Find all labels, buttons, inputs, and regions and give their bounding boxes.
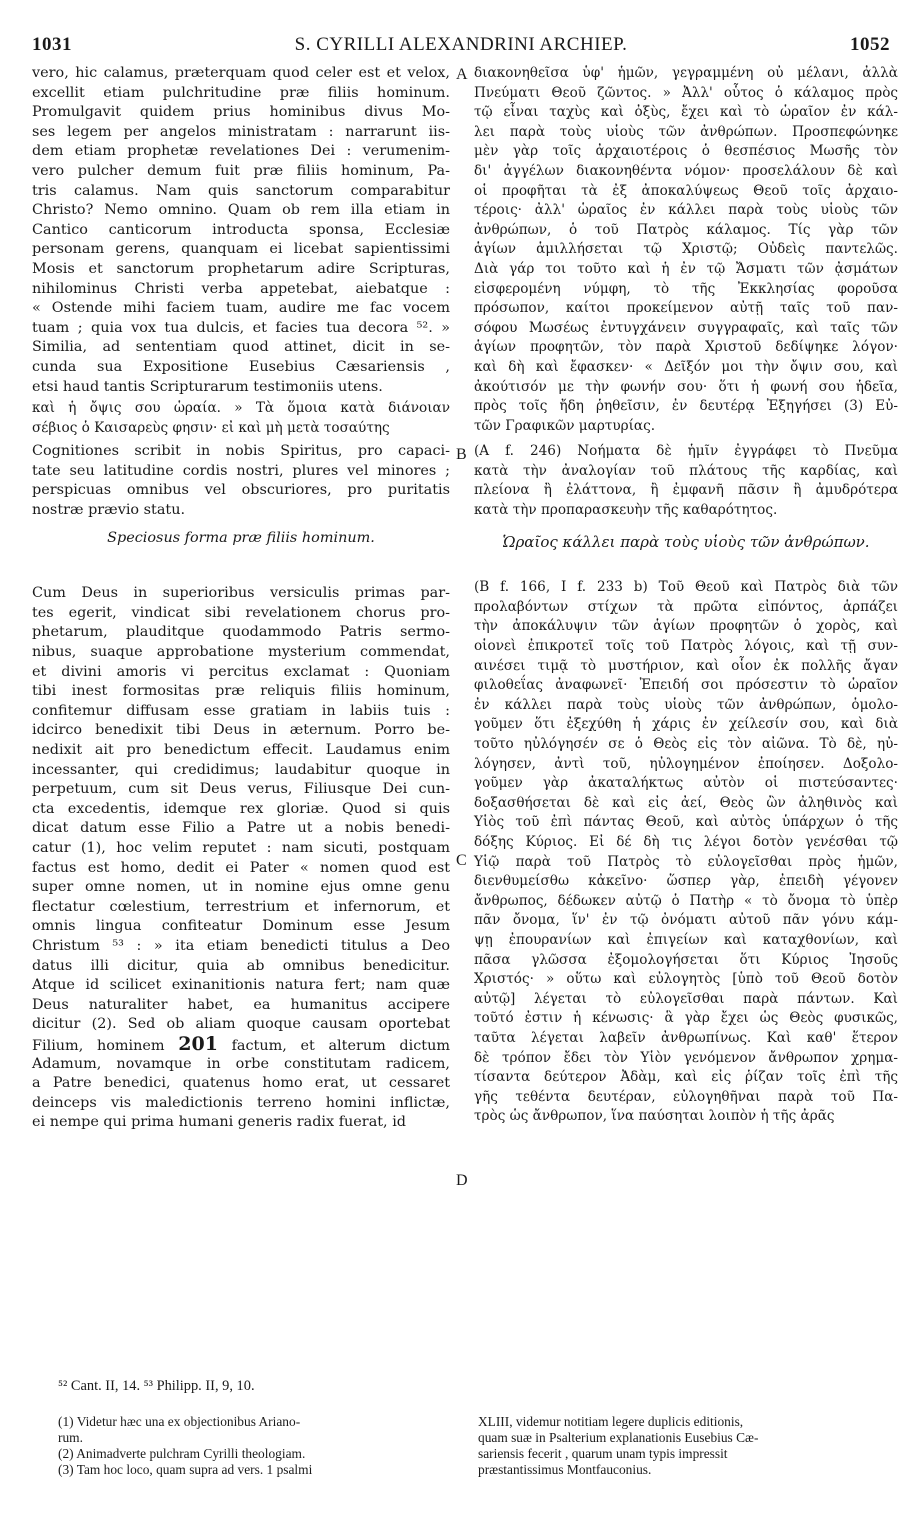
text-line: δὲ τρόπον ἔδει τὸν Υἱὸν γενόμενον ἄνθρωπον χρημα- bbox=[474, 1049, 898, 1066]
text-line: nostræ prævio statu. bbox=[32, 502, 186, 519]
text-line: ἐν κάλλει παρὰ τοὺς υἱοὺς τῶν ἀνθρώπων, ὁμολο- bbox=[474, 696, 898, 713]
text-line: nibus, suaque approbatione mysterium commendat, bbox=[32, 644, 450, 661]
latin-heading: Speciosus forma præ filiis hominum. bbox=[107, 529, 375, 546]
text-line: a Patre benedici, quatenus homo erat, ut cessaret bbox=[32, 1075, 450, 1092]
text-line: ψῃ ἐπουρανίων καὶ ἐπιγείων καὶ καταχθονίων, καὶ bbox=[474, 931, 898, 948]
text-line: δι' ἀγγέλων διακονηθέντα νόμον· προσελάλουν δὲ καὶ bbox=[474, 162, 898, 179]
text-line: τῷ εἶναι ταχὺς καὶ ὀξὺς, ἔχει καὶ τὸ ὡραῖον ἐν κάλ- bbox=[474, 104, 898, 121]
text-line: τοῦτό ἐστιν ἡ κένωσις· ἃ γὰρ ἔχει ὡς Θεὸς φυσικῶς, bbox=[474, 1010, 898, 1027]
text-line: idcirco benedixit tibi Deus in æternum. Porro be- bbox=[32, 722, 450, 739]
text-line: ἀκούτισόν με τὴν φωνήν σου· ὅτι ἡ φωνή σου ἡδεῖα, bbox=[474, 378, 898, 395]
text-line: πᾶν ὄνομα, ἵν' ἐν τῷ ὀνόματι αὐτοῦ πᾶν γόνυ κάμ- bbox=[474, 912, 898, 929]
text-line: Υἱῷ παρὰ τοῦ Πατρὸς τὸ εὐλογεῖσθαι πρὸς ἡμῶν, bbox=[474, 853, 898, 870]
text-line: nihilominus Christi verba appetebat, aiebatque : bbox=[32, 280, 450, 297]
text-line: λει παρὰ τοὺς υἱοὺς τῶν ἀνθρώπων. Προσπεφώνηκε bbox=[474, 123, 898, 140]
text-line: ἁγίων ἁμιλλήσεται τῷ Χριστῷ; Οὐδεὶς παντελῶς. bbox=[474, 241, 898, 258]
greek-continuation bbox=[32, 399, 450, 438]
text-line: dicat datum esse Filio a Patre ut a nobis benedi- bbox=[32, 820, 450, 837]
text-line: cunda sua Expositione Eusebius Cæsariensis , bbox=[32, 358, 450, 375]
text-line: σόφου Μωσέως ἐντυγχάνειν συγγραφαῖς, καὶ ταῖς τῶν bbox=[474, 319, 898, 336]
running-header bbox=[32, 34, 890, 60]
text-line: XLIII, videmur notitiam legere duplicis editionis, bbox=[478, 1414, 744, 1429]
text-line: tibi inest formositas præ reliquis filiis hominum, bbox=[32, 683, 450, 700]
footnotes-right bbox=[478, 1414, 898, 1478]
page-number-right: 1052 bbox=[850, 34, 890, 55]
text-line: excellit etiam pulchritudine præ filiis hominum. bbox=[32, 84, 450, 101]
text-line: Διὰ γάρ τοι τοῦτο καὶ ἡ ἐν τῷ Ἄσματι τῶν ᾀσμάτων bbox=[474, 260, 898, 277]
text-line: Cognitiones scribit in nobis Spiritus, pro capaci- bbox=[32, 443, 450, 460]
text-line: Cantico canticorum introducta sponsa, Ecclesiæ bbox=[32, 221, 450, 238]
footnotes-left bbox=[58, 1414, 458, 1478]
latin-paragraph-1 bbox=[32, 64, 450, 397]
text-line: deinceps vis maledictionis terreno homini inflictæ, bbox=[32, 1094, 450, 1111]
text-line: Υἱὸς τοῦ ἐπὶ πάντας Θεοῦ, καὶ αὐτὸς ὑπάρχων ὁ τῆς bbox=[474, 814, 898, 831]
text-line: vero, hic calamus, præterquam quod celer est et velox, bbox=[32, 65, 450, 81]
greek-paragraph-3 bbox=[474, 578, 898, 1127]
text-line: datus illi dicitur, quia ab omnibus benedicitur. bbox=[32, 957, 450, 974]
text-line: Atque id scilicet exinanitionis natura fert; nam quæ bbox=[32, 977, 450, 994]
text-line: (2) Animadverte pulchram Cyrilli theologiam. bbox=[58, 1446, 306, 1461]
text-line: rum. bbox=[58, 1430, 83, 1445]
greek-paragraph-2 bbox=[474, 442, 898, 520]
page-number-left: 1031 bbox=[32, 34, 72, 55]
text-line: « Ostende mihi faciem tuam, audire me fac vocem bbox=[32, 300, 450, 317]
running-title: S. CYRILLI ALEXANDRINI ARCHIEP. bbox=[294, 34, 628, 55]
text-line: tate seu latitudine cordis nostri, plures vel minores ; bbox=[32, 462, 450, 479]
scripture-references: ⁵² Cant. II, 14. ⁵³ Philipp. II, 9, 10. bbox=[58, 1378, 255, 1394]
text-line: γοῦμεν ὅτι ἐξεχύθη ἡ χάρις ἐν χείλεσίν σου, καὶ διὰ bbox=[474, 716, 898, 733]
text-line: flectatur cœlestium, terrestrium et infernorum, et bbox=[32, 898, 450, 915]
text-line: factus est homo, dedit ei Pater « nomen quod est bbox=[32, 859, 450, 876]
text-line: τρὸς ὡς ἄνθρωπον, ἵνα παύσηται λοιπὸν ἡ τῆς ἀρᾶς bbox=[474, 1108, 835, 1125]
text-line: πρόσωπον, καίτοι προκείμενον αὐτῇ ταῖς τοῦ παν- bbox=[474, 300, 898, 317]
text-line: Χριστός· » οὕτω καὶ εὐλογητὸς [ὑπὸ τοῦ Θεοῦ δοτὸν bbox=[474, 971, 898, 988]
text-line: καὶ ἡ ὄψις σου ὡραία. » Τὰ ὅμοια κατὰ διάνοιαν bbox=[32, 400, 450, 417]
text-line: incessanter, qui credidimus; laudabitur quoque in bbox=[32, 761, 450, 778]
latin-paragraph-3 bbox=[32, 584, 450, 1133]
text-line: εἰσφερομένη νύμφη, τὸ τῆς Ἐκκλησίας φοροῦσα bbox=[474, 280, 898, 297]
text-line: διακονηθεῖσα ὑφ' ἡμῶν, γεγραμμένη οὐ μέλανι, ἀλλὰ bbox=[474, 65, 898, 81]
text-line: (A f. 246) Νοήματα δὲ ἡμῖν ἐγγράφει τὸ Πνεῦμα bbox=[474, 443, 898, 460]
text-line: αινέσει τιμᾷ τὸ μυστήριον, καὶ οἷον ἐκ πολλῆς ἄγαν bbox=[474, 657, 898, 674]
text-line: διενθυμείσθω κἀκεῖνο· ὥσπερ γὰρ, ἐπειδὴ γέγονεν bbox=[474, 873, 898, 890]
text-line: τοῦτο ηὐλόγησέν σε ὁ Θεὸς εἰς τὸν αἰῶνα. Τὸ δὲ, ηὐ- bbox=[474, 736, 898, 752]
text-line: dicitur (2). Sed ob aliam quoque causam oportebat bbox=[32, 1016, 450, 1033]
text-line: γῆς τεθέντα δευτέραν, εὐλογηθῆναι παρὰ τοῦ Πα- bbox=[474, 1088, 898, 1105]
text-line: δοξασθήσεται δὲ καὶ εἰς ἀεί, Θεὸς ὢν ἀληθινὸς καὶ bbox=[474, 794, 898, 811]
text-line: τίσαντα δεύτερον Ἀδὰμ, καὶ εἰς ῥίζαν τοῖς ἐπὶ τῆς bbox=[474, 1069, 898, 1086]
text-line: perpetuum, cum sit Deus verus, Filiusque Dei cun- bbox=[32, 781, 450, 798]
text-line: Deus naturaliter habet, ea humanitus accipere bbox=[32, 996, 450, 1013]
margin-letter-c: C bbox=[456, 852, 467, 869]
column-marker: 201 bbox=[178, 1032, 218, 1055]
text-line: ταῦτα λέγεται λαβεῖν ἀνθρωπίνως. Καὶ καθ' ἕτερον bbox=[474, 1029, 898, 1046]
margin-letter-a: A bbox=[456, 66, 468, 83]
text-line: (1) Videtur hæc una ex objectionibus Ariano- bbox=[58, 1414, 301, 1429]
text-line: Christum ⁵³ : » ita etiam benedicti titulus a Deo bbox=[32, 937, 450, 954]
text-line: πᾶσα γλῶσσα ἐξομολογήσεται ὅτι Κύριος Ἰησοῦς bbox=[474, 951, 898, 968]
text-line: phetarum, plauditque quodammodo Patris sermo- bbox=[32, 624, 450, 641]
text-line: catur (1), hoc velim reputet : nam sicuti, postquam bbox=[32, 839, 450, 856]
margin-letter-b: B bbox=[456, 446, 467, 463]
text-line: οἱονεὶ ἐπικροτεῖ τοῖς τοῦ Πατρὸς λόγοις, καὶ τῇ συν- bbox=[474, 638, 898, 655]
text-line: sariensis fecerit , quarum unam typis impressit bbox=[478, 1446, 728, 1461]
text-line: τῶν Γραφικῶν μαρτυρίας. bbox=[474, 417, 656, 434]
text-line: καὶ δὴ καὶ ἔφασκεν· « Δεῖξόν μοι τὴν ὄψιν σου, καὶ bbox=[474, 358, 898, 375]
text-line: οἱ προφῆται τὰ ἐξ ἀποκαλύψεως Θεοῦ τοῖς ἀρχαιο- bbox=[474, 182, 898, 199]
text-line: super omne nomen, ut in nomine ejus omne genu bbox=[32, 879, 450, 896]
text-line: Adamum, novamque in orbe constitutam radicem, bbox=[32, 1055, 450, 1072]
text-line: quam suæ in Psalterium explanationis Eusebius Cæ- bbox=[478, 1430, 759, 1445]
text-line: φιλοθεΐας ἀναφωνεῖ· Ἐπειδή σοι πρόσεστιν τὸ ὡραῖον bbox=[474, 677, 898, 694]
left-column-latin bbox=[32, 64, 450, 1133]
text-line: tes egerit, vindicat sibi revelationem chorus pro- bbox=[32, 604, 450, 621]
text-line: σέβιος ὁ Καισαρεὺς φησιν· εἰ καὶ μὴ μετὰ τοσαύτης bbox=[32, 419, 390, 436]
text-line: tris calamus. Nam quis sanctorum comparabitur bbox=[32, 182, 450, 199]
text-line: perspicuas omnibus vel obscuriores, pro puritatis bbox=[32, 482, 450, 499]
text-line: præstantissimus Montfauconius. bbox=[478, 1462, 652, 1477]
text-line: et divini amoris vi percitus exclamat : Quoniam bbox=[32, 663, 450, 680]
text-line: Πνεύματι Θεοῦ ζῶντος. » Ἀλλ' οὗτος ὁ κάλαμος πρὸς bbox=[474, 84, 898, 101]
text-line: cta excedentis, idemque rex gloriæ. Quod si quis bbox=[32, 800, 450, 817]
text-line: tuam ; quia vox tua dulcis, et facies tua decora ⁵². » bbox=[32, 319, 450, 336]
text-line: κατὰ τὴν προπαρασκευὴν τῆς καθαρότητος. bbox=[474, 502, 778, 519]
text-line: ἁγίων προφητῶν, τὸν παρὰ Χριστοῦ δεδίψηκε λόγον· bbox=[474, 339, 898, 356]
text-line: ἀνθρώπων, ὁ τοῦ Πατρὸς κάλαμος. Τίς γὰρ τῶν bbox=[474, 221, 898, 238]
text-line: Similia, ad sententiam quod attinet, dicit in se- bbox=[32, 339, 450, 356]
text-line: κατὰ τὴν ἀναλογίαν τοῦ πλάτους τῆς καρδίας, καὶ bbox=[474, 462, 898, 479]
text-line: Promulgavit quidem prius hominibus divus Mo- bbox=[32, 104, 450, 121]
latin-paragraph-2 bbox=[32, 442, 450, 520]
text-line: προλαβόντων στίχων τὰ πρῶτα εἰπόντος, ἁρπάζει bbox=[474, 598, 898, 615]
text-line: confitemur diffusam esse gratiam in labiis tuis : bbox=[32, 702, 450, 719]
text-line: ei nempe qui prima humani generis radix fuerat, id bbox=[32, 1114, 407, 1131]
text-line: λόγησεν, ἀντὶ τοῦ, ηὐλογημένον ἐποίησεν. Δοξολο- bbox=[474, 755, 898, 772]
text-line: Mosis et sanctorum prophetarum adire Scripturas, bbox=[32, 260, 450, 277]
greek-heading: Ὡραῖος κάλλει παρὰ τοὺς υἱοὺς τῶν ἀνθρώπων. bbox=[502, 532, 870, 551]
text-line: ses legem per angelos ministratam : narrarunt iis- bbox=[32, 123, 450, 140]
text-line: αὐτῷ] λέγεται τὸ εὐλογεῖσθαι παρὰ πάντων. Καὶ bbox=[474, 990, 898, 1007]
text-line: nedixit ait pro benedictum effecit. Laudamus enim bbox=[32, 742, 450, 758]
text-line: μὲν γὰρ τοῖς ἀρχαιοτέροις ὁ θεσπέσιος Μωσῆς τὸν bbox=[474, 143, 898, 160]
text-line: dem etiam prophetæ revelationes Dei : verumenim- bbox=[32, 143, 450, 160]
text-line: πλείονα ἢ ἐλάττονα, ἢ ἐμφανῆ πᾶσιν ἢ ἀμυδρότερα bbox=[474, 482, 898, 499]
text-line: vero pulcher demum fuit præ filiis hominum, Pa- bbox=[32, 162, 450, 179]
text-line: τέροις· ἀλλ' ὡραῖος ἐν κάλλει παρὰ τοὺς υἱοὺς τῶν bbox=[474, 202, 898, 219]
text-line: Christo? Nemo omnino. Quam ob rem illa etiam in bbox=[32, 202, 450, 219]
margin-letter-d: D bbox=[456, 1172, 468, 1189]
greek-paragraph-1 bbox=[474, 64, 898, 436]
text-line: Cum Deus in superioribus versiculis primas par- bbox=[32, 585, 450, 602]
text-line: personam gerens, quanquam ei licebat sapientissimi bbox=[32, 241, 450, 258]
right-column-greek bbox=[474, 64, 898, 1127]
text-line: γοῦμεν γὰρ ἀκαταλήκτως αὐτὸν οἱ πιστεύσαντες· bbox=[474, 775, 898, 792]
text-line: δόξης Κύριος. Εἰ δέ δὴ τις λέγοι δοτὸν γενέσθαι τῷ bbox=[474, 833, 898, 850]
text-line: τὴν ἀποκάλυψιν τῶν ἁγίων προφητῶν ὁ χορὸς, καὶ bbox=[474, 618, 898, 635]
text-line: Filium, hominem 201 factum, et alterum dictum bbox=[32, 1032, 450, 1055]
text-line: (B f. 166, I f. 233 b) Τοῦ Θεοῦ καὶ Πατρὸς διὰ τῶν bbox=[474, 579, 898, 596]
text-line: ἄνθρωπος, δέδωκεν αὐτῷ ὁ Πατὴρ « τὸ ὄνομα τὸ ὑπὲρ bbox=[474, 892, 898, 909]
text-line: πρὸς τοῖς ἤδη ῥηθεῖσιν, ἐν δευτέρᾳ Ἐξηγήσει (3) Εὐ- bbox=[474, 398, 898, 415]
text-line: omnis lingua confiteatur Dominum esse Jesum bbox=[32, 918, 450, 935]
text-line: etsi haud tantis Scripturarum testimoniis utens. bbox=[32, 378, 383, 395]
text-line: (3) Tam hoc loco, quam supra ad vers. 1 psalmi bbox=[58, 1462, 313, 1477]
